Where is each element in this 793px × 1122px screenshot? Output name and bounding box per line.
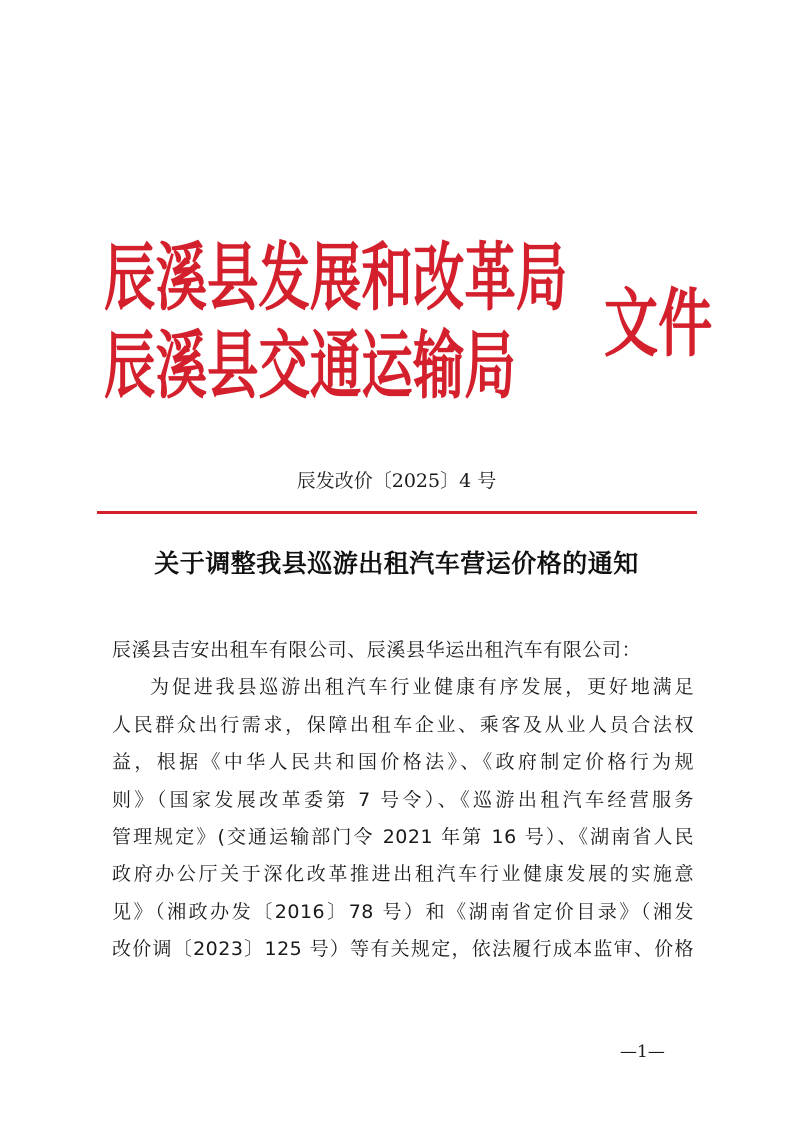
paragraph-line: 见》（湘政办发〔2016〕78 号）和《湖南省定价目录》（湘发 [112, 900, 694, 923]
header-issuer-2: 辰溪县交通运输局 [104, 321, 516, 410]
header-document-label: 文件 [604, 279, 713, 368]
notice-title: 关于调整我县巡游出租汽车营运价格的通知 [154, 549, 639, 578]
paragraph-line: 为促进我县巡游出租汽车行业健康有序发展，更好地满足 [150, 676, 694, 699]
paragraph-line: 政府办公厅关于深化改革推进出租汽车行业健康发展的实施意 [112, 863, 694, 886]
document-body [112, 632, 694, 969]
paragraph-line: 人民群众出行需求，保障出租车企业、乘客及从业人员合法权 [112, 713, 694, 736]
document-number: 辰发改价〔2025〕4 号 [296, 470, 497, 492]
paragraph-line: 则》（国家发展改革委第 7 号令）、《巡游出租汽车经营服务 [112, 788, 694, 811]
salutation: 辰溪县吉安出租车有限公司、辰溪县华运出租汽车有限公司： [112, 639, 642, 661]
paragraph-line: 益，根据《中华人民共和国价格法》、《政府制定价格行为规 [112, 751, 694, 774]
paragraph-line: 管理规定》(交通运输部门令 2021 年第 16 号）、《湖南省人民 [112, 826, 694, 849]
red-separator-line [97, 511, 697, 514]
page-number: —1— [620, 1042, 665, 1062]
paragraph-line: 改价调〔2023〕125 号）等有关规定，依法履行成本监审、价格 [112, 938, 694, 961]
header-issuer-1: 辰溪县发展和改革局 [104, 233, 568, 322]
document-header [104, 218, 713, 410]
